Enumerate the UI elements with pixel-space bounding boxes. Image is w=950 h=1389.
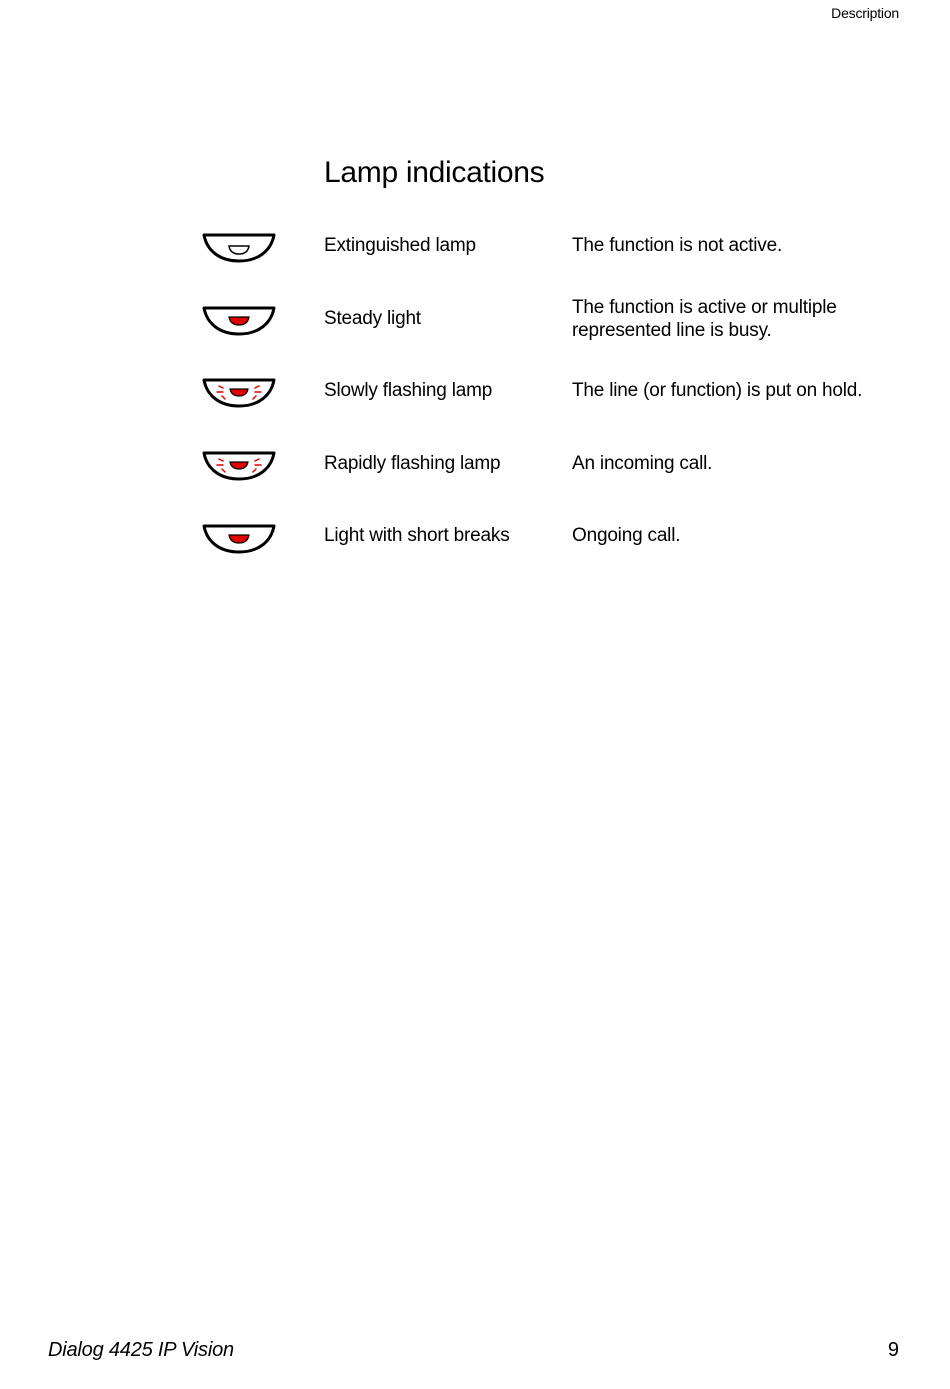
rapidly-flashing-lamp-icon (200, 449, 278, 485)
lamp-row (0, 518, 950, 578)
lamp-row (0, 297, 950, 360)
steady-light-lamp-icon (200, 304, 278, 340)
slowly-flashing-lamp-icon (200, 376, 278, 412)
lamp-row (0, 373, 950, 433)
page-heading: Lamp indications (324, 156, 545, 189)
lamp-description: The line (or function) is put on hold. (572, 380, 863, 401)
lamp-description: The function is active or multiple represented line is busy. (572, 297, 837, 341)
document-title: Dialog 4425 IP Vision (48, 1339, 234, 1361)
lamp-row (0, 228, 950, 288)
light-with-short-breaks-lamp-icon (200, 522, 278, 558)
lamp-description: An incoming call. (572, 453, 713, 474)
lamp-description: Ongoing call. (572, 525, 681, 546)
lamp-row (0, 446, 950, 506)
lamp-label: Extinguished lamp (324, 235, 476, 256)
page-number: 9 (887, 1339, 899, 1361)
lamp-label: Steady light (324, 308, 421, 329)
section-title: Description (831, 5, 899, 21)
lamp-label: Light with short breaks (324, 525, 510, 546)
lamp-description: The function is not active. (572, 235, 783, 256)
extinguished-lamp-icon (200, 231, 278, 267)
lamp-label: Slowly flashing lamp (324, 380, 493, 401)
lamp-label: Rapidly flashing lamp (324, 453, 501, 474)
